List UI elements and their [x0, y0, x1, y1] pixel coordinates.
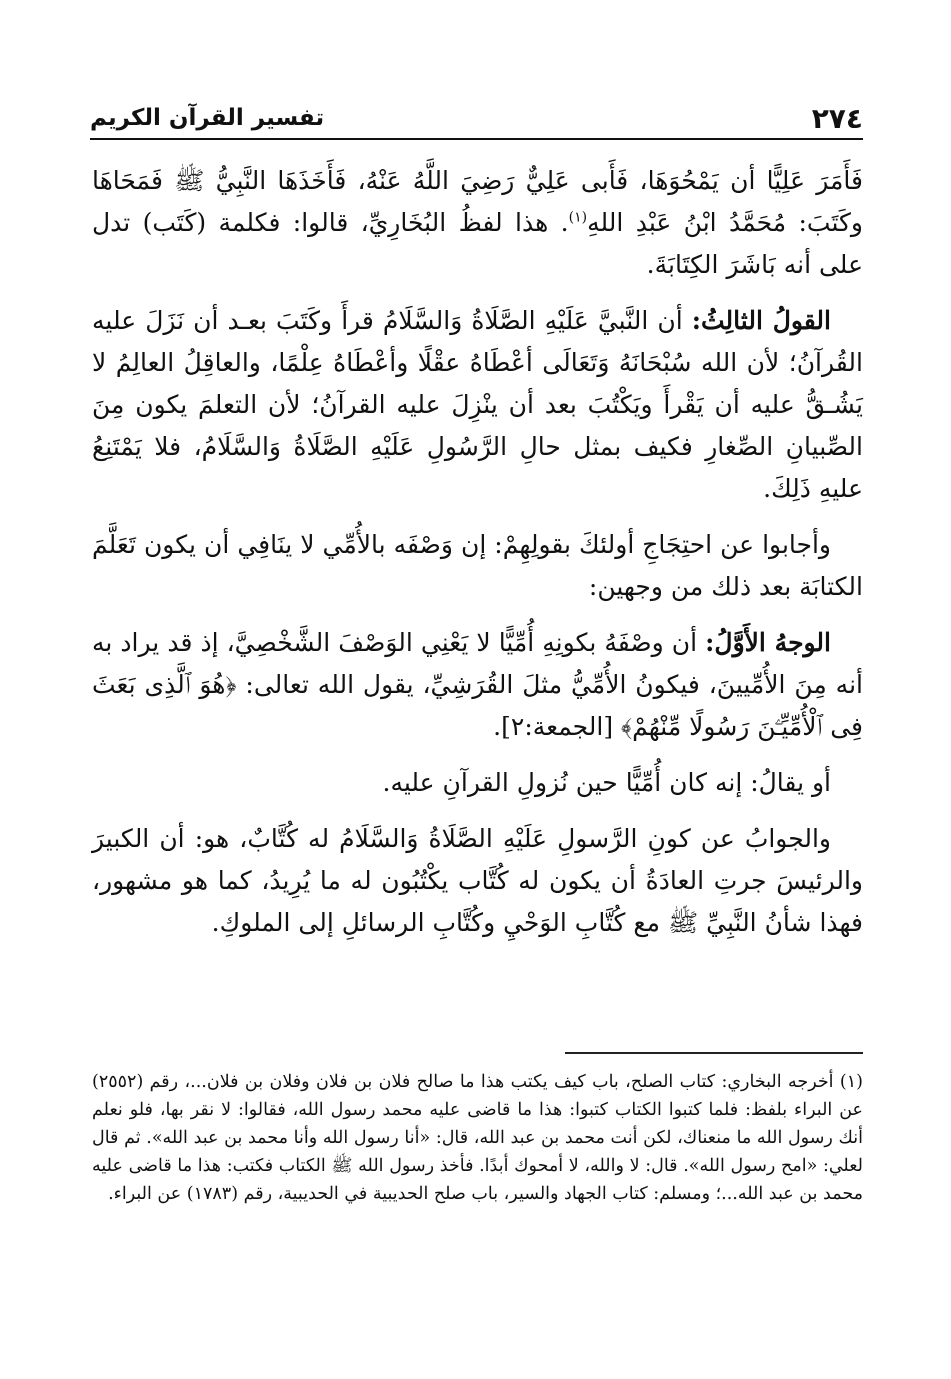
paragraph-6 — [92, 818, 863, 944]
footnote-marker[interactable]: (١) — [568, 209, 588, 226]
header-divider — [90, 138, 863, 140]
paragraph-5 — [92, 762, 863, 804]
footnote-divider — [565, 1052, 863, 1054]
paragraph-text: أن وصْفَهُ بكونِهِ أُمِّيًّا لا يَعْنِي الوَصْفَ الشَّخْصِيَّ، إذ قد يراد به أنه مِنَ الأُمِّيينَ، فيكونُ الأُمِّيُّ مثلَ القُرَشِيِّ، يقول الله تعالى: ﴿هُوَ ٱلَّذِى بَعَثَ فِى ٱلْأُمِّيِّـۧنَ رَسُولًا مِّنْهُمْ﴾ [الجمعة:٢]. — [92, 628, 863, 741]
book-title: تفسير القرآن الكريم — [90, 105, 325, 131]
footnote: (١) أخرجه البخاري: كتاب الصلح، باب كيف يكتب هذا ما صالح فلان بن فلان وفلان بن فلان...، رقم (٢٥٥٢) عن البراء بلفظ: فلما كتبوا الكتاب كتبوا: هذا ما قاضى عليه محمد رسول الله، فقالوا: لا نقر بها، فلو نعلم أنك رسول الله ما منعناك، لكن أنت محمد بن عبد الله، قال: «أنا رسول الله وأنا محمد بن عبد الله». ثم قال لعلي: «امح رسول الله». قال: لا والله، لا أمحوك أبدًا. فأخذ رسول الله ﷺ الكتاب فكتب: هذا ما قاضى عليه محمد بن عبد الله...؛ ومسلم: كتاب الجهاد والسير، باب صلح الحديبية في الحديبية، رقم (١٧٨٣) عن البراء. — [92, 1072, 863, 1204]
paragraph-text-continued: . هذا لفظُ البُخَارِيِّ، قالوا: فكلمة (كَتَب) تدل على أنه بَاشَرَ الكِتَابَةَ. — [92, 208, 863, 279]
section-heading-first-aspect: الوجهُ الأَوَّلُ: — [705, 628, 831, 657]
paragraph-1 — [92, 160, 863, 286]
section-heading-third-opinion: القولُ الثالِثُ: — [691, 306, 831, 335]
paragraph-text: والجوابُ عن كونِ الرَّسولِ عَلَيْهِ الصَّلَاةُ وَالسَّلَامُ له كُتَّابٌ، هو: أن الكبيرَ والرئيسَ جرتِ العادَةُ أن يكون له كُتَّاب يكْتُبُون له ما يُرِيدُ، كما هو مشهور، فهذا شأنُ النَّبِيِّ ﷺ مع كُتَّابِ الوَحْيِ وكُتَّابِ الرسائلِ إلى الملوكِ. — [92, 824, 863, 937]
paragraph-3 — [92, 524, 863, 608]
paragraph-text: فَأَمَرَ عَلِيًّا أن يَمْحُوَهَا، فَأَبى عَلِيٌّ رَضِيَ اللَّهُ عَنْهُ، فَأَخَذَهَا النَّبِيُّ ﷺ فَمَحَاهَا وكَتَبَ: مُحَمَّدُ ابْنُ عَبْدِ اللهِ — [92, 166, 863, 237]
paragraph-text: وأجابوا عن احتِجَاجِ أولئكَ بقولِهِمْ: إن وَصْفَه بالأُمِّي لا ينَافِي أن يكون تَعَلَّمَ الكتابَة بعد ذلك من وجهين: — [92, 530, 863, 601]
page-header — [90, 100, 863, 136]
paragraph-2 — [92, 300, 863, 510]
paragraph-text: أو يقالُ: إنه كان أُمِّيًّا حين نُزولِ القرآنِ عليه. — [382, 768, 831, 797]
page-number: ٢٧٤ — [811, 101, 863, 135]
paragraph-4 — [92, 622, 863, 748]
paragraph-text: أن النَّبيَّ عَلَيْهِ الصَّلَاةُ وَالسَّلَامُ قرأَ وكَتَبَ بعـد أن نَزَلَ عليه القُرآنُ؛ لأن الله سُبْحَانَهُ وَتَعَالَى أعْطَاهُ عقْلًا وأعْطَاهُ عِلْمًا، والعاقِلُ العالِمُ لا يَشُـقُّ عليه أن يَقْرأَ ويَكْتُبَ بعد أن ينْزِلَ عليه القرآنُ؛ لأن التعلمَ يكون مِنَ الصِّبيانِ الصِّغارِ فكيف بمثل حالِ الرَّسُولِ عَلَيْهِ الصَّلَاةُ وَالسَّلَامُ، فلا يَمْتَنِعُ عليهِ ذَلِكَ. — [92, 306, 863, 503]
main-text — [92, 160, 863, 958]
